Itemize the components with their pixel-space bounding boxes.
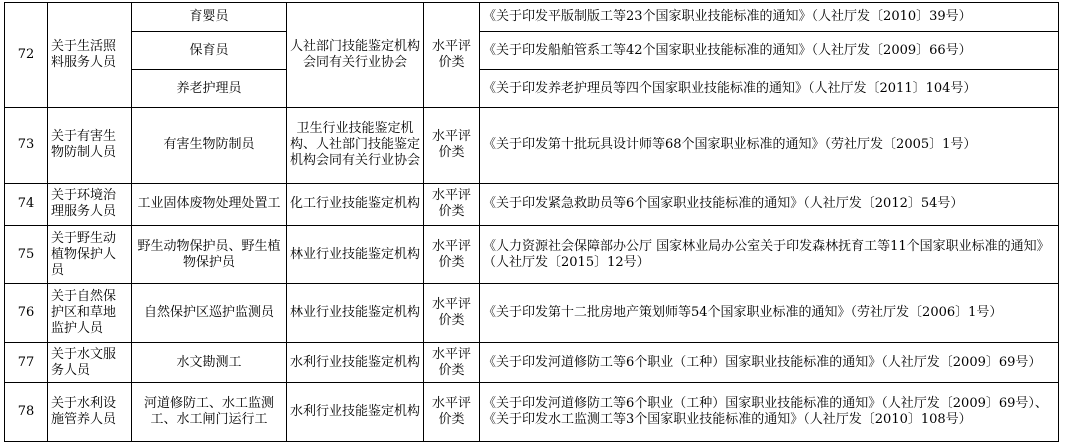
standard-cell: 《关于印发紧急救助员等6个国家职业技能标准的通知》（人社厅发〔2012〕54号） (480, 183, 1059, 225)
standard-cell: 《关于印发河道修防工等6个职业（工种）国家职业技能标准的通知》（人社厅发〔2009〕69号） (480, 343, 1059, 383)
standard-cell: 《关于印发第十二批房地产策划师等54个国家职业标准的通知》（劳社厅发〔2006〕1号） (480, 284, 1059, 343)
table-row (5, 108, 1059, 184)
org-cell: 化工行业技能鉴定机构 (287, 183, 424, 225)
evaluation-type-cell: 水平评价类 (424, 183, 480, 225)
category-cell: 关于生活照料服务人员 (48, 3, 132, 108)
row-number: 77 (5, 343, 48, 383)
row-number: 78 (5, 383, 48, 442)
row-number: 74 (5, 183, 48, 225)
table-row (5, 3, 1059, 32)
category-cell: 关于水利设施管养人员 (48, 383, 132, 442)
category-cell: 关于自然保护区和草地监护人员 (48, 284, 132, 343)
table-row (5, 383, 1059, 442)
evaluation-type-cell: 水平评价类 (424, 284, 480, 343)
org-cell: 林业行业技能鉴定机构 (287, 284, 424, 343)
job-cell: 养老护理员 (132, 70, 287, 108)
job-cell: 工业固体废物处理处置工 (132, 183, 287, 225)
evaluation-type-cell: 水平评价类 (424, 108, 480, 184)
table-row (5, 225, 1059, 284)
evaluation-type-cell: 水平评价类 (424, 383, 480, 442)
category-cell: 关于环境治理服务人员 (48, 183, 132, 225)
evaluation-type-cell: 水平评价类 (424, 343, 480, 383)
evaluation-type-cell: 水平评价类 (424, 3, 480, 108)
org-cell: 水利行业技能鉴定机构 (287, 343, 424, 383)
job-cell: 水文勘测工 (132, 343, 287, 383)
job-cell: 保育员 (132, 32, 287, 70)
category-cell: 关于有害生物防制人员 (48, 108, 132, 184)
standard-cell: 《人力资源社会保障部办公厅 国家林业局办公室关于印发森林抚育工等11个国家职业标准的通知》（人社厅发〔2015〕12号） (480, 225, 1059, 284)
evaluation-type-cell: 水平评价类 (424, 225, 480, 284)
table-row (5, 183, 1059, 225)
org-cell: 人社部门技能鉴定机构会同有关行业协会 (287, 3, 424, 108)
job-cell: 育婴员 (132, 3, 287, 32)
job-cell: 自然保护区巡护监测员 (132, 284, 287, 343)
standard-cell: 《关于印发平版制版工等23个国家职业技能标准的通知》（人社厅发〔2010〕39号） (480, 3, 1059, 32)
job-cell: 野生动物保护员、野生植物保护员 (132, 225, 287, 284)
table-row (5, 32, 1059, 70)
standard-cell: 《关于印发河道修防工等6个职业（工种）国家职业技能标准的通知》（人社厅发〔2009〕69号）、《关于印发水工监测工等3个国家职业技能标准的通知》（人社厅发〔2010〕108号） (480, 383, 1059, 442)
occupation-standards-table (4, 2, 1059, 442)
standard-cell: 《关于印发第十批玩具设计师等68个国家职业标准的通知》（劳社厅发〔2005〕1号） (480, 108, 1059, 184)
row-number: 73 (5, 108, 48, 184)
job-cell: 河道修防工、水工监测工、水工闸门运行工 (132, 383, 287, 442)
category-cell: 关于水文服务人员 (48, 343, 132, 383)
org-cell: 水利行业技能鉴定机构 (287, 383, 424, 442)
table-row (5, 343, 1059, 383)
row-number: 75 (5, 225, 48, 284)
standard-cell: 《关于印发船舶管系工等42个国家职业技能标准的通知》（人社厅发〔2009〕66号） (480, 32, 1059, 70)
org-cell: 卫生行业技能鉴定机构、人社部门技能鉴定机构会同有关行业协会 (287, 108, 424, 184)
table-row (5, 284, 1059, 343)
category-cell: 关于野生动植物保护人员 (48, 225, 132, 284)
standard-cell: 《关于印发养老护理员等四个国家职业技能标准的通知》（人社厅发〔2011〕104号） (480, 70, 1059, 108)
job-cell: 有害生物防制员 (132, 108, 287, 184)
org-cell: 林业行业技能鉴定机构 (287, 225, 424, 284)
table-row (5, 70, 1059, 108)
row-number: 76 (5, 284, 48, 343)
row-number: 72 (5, 3, 48, 108)
